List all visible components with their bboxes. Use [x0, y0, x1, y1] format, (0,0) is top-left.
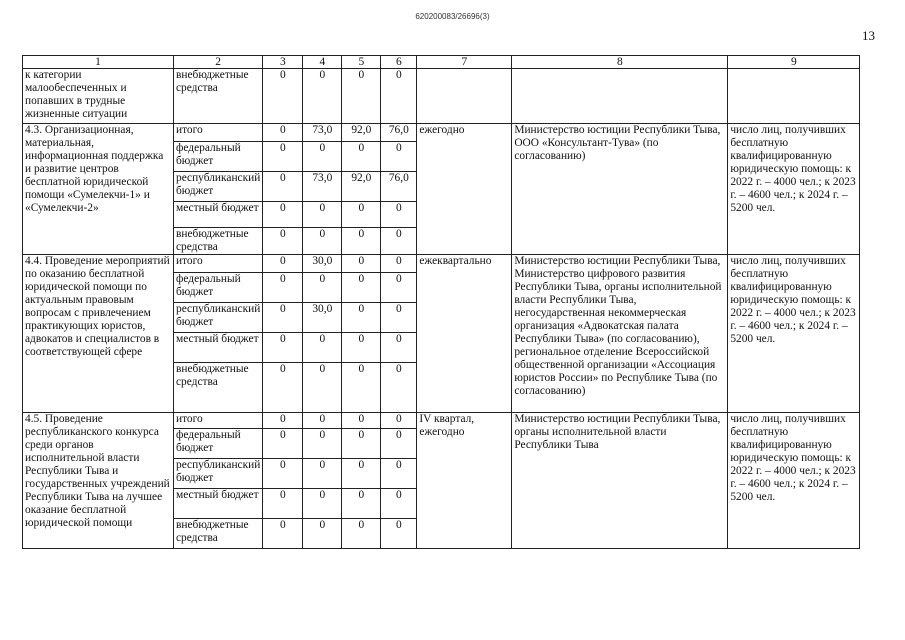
executor-cell: [512, 69, 728, 124]
funding-source-cell: итого: [174, 255, 263, 273]
amount-cell: 0: [263, 124, 303, 142]
activity-name-cell: 4.3. Организационная, материальная, информационная поддержка и развитие центров бесплатной юридической помощи «Сумелекчи-1» и «Сумелекчи-2»: [23, 124, 174, 255]
amount-cell: 73,0: [303, 172, 342, 202]
amount-cell: 0: [263, 142, 303, 172]
funding-source-cell: местный бюджет: [174, 202, 263, 228]
table-body: [23, 69, 860, 549]
amount-cell: 0: [263, 172, 303, 202]
amount-cell: 0: [263, 273, 303, 303]
table-row: [23, 124, 860, 142]
indicator-cell: число лиц, получивших бесплатную квалифицированную юридическую помощь: к 2022 г. – 4000 чел.; к 2023 г. – 4600 чел.; к 2024 г. – 5200 чел.: [728, 124, 860, 255]
amount-cell: 0: [342, 228, 381, 255]
period-cell: ежеквартально: [417, 255, 512, 413]
funding-source-cell: республиканский бюджет: [174, 172, 263, 202]
funding-source-cell: внебюджетные средства: [174, 228, 263, 255]
amount-cell: 76,0: [381, 124, 417, 142]
amount-cell: 0: [263, 519, 303, 549]
funding-source-cell: федеральный бюджет: [174, 142, 263, 172]
amount-cell: 0: [303, 429, 342, 459]
funding-source-cell: федеральный бюджет: [174, 273, 263, 303]
amount-cell: 0: [263, 489, 303, 519]
amount-cell: 30,0: [303, 303, 342, 333]
amount-cell: 30,0: [303, 255, 342, 273]
amount-cell: 0: [303, 459, 342, 489]
amount-cell: 0: [303, 202, 342, 228]
amount-cell: 0: [303, 363, 342, 413]
funding-source-cell: республиканский бюджет: [174, 303, 263, 333]
amount-cell: 0: [381, 333, 417, 363]
amount-cell: 0: [303, 69, 342, 124]
period-cell: ежегодно: [417, 124, 512, 255]
indicator-cell: [728, 69, 860, 124]
funding-source-cell: внебюджетные средства: [174, 69, 263, 124]
column-header: 9: [728, 56, 860, 69]
amount-cell: 0: [263, 202, 303, 228]
amount-cell: 0: [342, 363, 381, 413]
funding-source-cell: республиканский бюджет: [174, 459, 263, 489]
amount-cell: 92,0: [342, 172, 381, 202]
column-header: 4: [303, 56, 342, 69]
amount-cell: 0: [342, 489, 381, 519]
amount-cell: 0: [381, 228, 417, 255]
amount-cell: 0: [342, 429, 381, 459]
funding-source-cell: итого: [174, 413, 263, 429]
funding-source-cell: итого: [174, 124, 263, 142]
program-table: [22, 55, 860, 549]
activity-name-cell: к категории малообеспеченных и попавших в трудные жизненные ситуации: [23, 69, 174, 124]
period-cell: IV квартал, ежегодно: [417, 413, 512, 549]
funding-source-cell: внебюджетные средства: [174, 363, 263, 413]
amount-cell: 0: [303, 519, 342, 549]
table-row: [23, 413, 860, 429]
column-header: 7: [417, 56, 512, 69]
amount-cell: 0: [381, 255, 417, 273]
funding-source-cell: внебюджетные средства: [174, 519, 263, 549]
amount-cell: 0: [342, 459, 381, 489]
amount-cell: 73,0: [303, 124, 342, 142]
document-id: 620200083/26696(3): [415, 12, 490, 21]
amount-cell: 0: [303, 142, 342, 172]
funding-source-cell: местный бюджет: [174, 333, 263, 363]
amount-cell: 0: [342, 333, 381, 363]
amount-cell: 76,0: [381, 172, 417, 202]
column-numbers-row: [23, 56, 860, 69]
amount-cell: 0: [263, 429, 303, 459]
funding-source-cell: федеральный бюджет: [174, 429, 263, 459]
amount-cell: 0: [303, 273, 342, 303]
amount-cell: 0: [342, 413, 381, 429]
page-number: 13: [862, 28, 875, 43]
amount-cell: 0: [381, 459, 417, 489]
amount-cell: 0: [342, 202, 381, 228]
amount-cell: 0: [381, 363, 417, 413]
table-header: [23, 56, 860, 69]
amount-cell: 0: [263, 413, 303, 429]
funding-source-cell: местный бюджет: [174, 489, 263, 519]
amount-cell: 0: [263, 255, 303, 273]
column-header: 8: [512, 56, 728, 69]
amount-cell: 0: [381, 202, 417, 228]
executor-cell: Министерство юстиции Республики Тыва, ООО «Консультант-Тува» (по согласованию): [512, 124, 728, 255]
column-header: 3: [263, 56, 303, 69]
amount-cell: 0: [381, 273, 417, 303]
activity-name-cell: 4.5. Проведение республиканского конкурса среди органов исполнительной власти Республики Тыва и государственных учреждений Республики Тыва на лучшее оказание бесплатной юридической помощи: [23, 413, 174, 549]
amount-cell: 0: [303, 333, 342, 363]
column-header: 2: [174, 56, 263, 69]
amount-cell: 0: [381, 489, 417, 519]
amount-cell: 0: [342, 303, 381, 333]
amount-cell: 0: [381, 142, 417, 172]
activity-name-cell: 4.4. Проведение мероприятий по оказанию бесплатной юридической помощи по актуальным правовым вопросам с привлечением практикующих юристов, адвокатов и специалистов в соответствующей сфере: [23, 255, 174, 413]
amount-cell: 0: [381, 413, 417, 429]
amount-cell: 0: [303, 228, 342, 255]
amount-cell: 0: [381, 519, 417, 549]
column-header: 5: [342, 56, 381, 69]
indicator-cell: число лиц, получивших бесплатную квалифицированную юридическую помощь: к 2022 г. – 4000 чел.; к 2023 г. – 4600 чел.; к 2024 г. – 5200 чел.: [728, 413, 860, 549]
period-cell: [417, 69, 512, 124]
amount-cell: 0: [263, 303, 303, 333]
amount-cell: 0: [342, 273, 381, 303]
table-row: [23, 255, 860, 273]
amount-cell: 0: [303, 489, 342, 519]
executor-cell: Министерство юстиции Республики Тыва, органы исполнительной власти Республики Тыва: [512, 413, 728, 549]
amount-cell: 92,0: [342, 124, 381, 142]
amount-cell: 0: [342, 519, 381, 549]
amount-cell: 0: [381, 429, 417, 459]
column-header: 6: [381, 56, 417, 69]
executor-cell: Министерство юстиции Республики Тыва, Министерство цифрового развития Республики Тыва, органы исполнительной власти Республики Тыва, негосударственная некоммерческая организация «Адвокатская палата Республики Тыва» (по согласованию), региональное отделение Всероссийской общественной организации «Ассоциация юристов России» по Республике Тыва (по согласованию): [512, 255, 728, 413]
amount-cell: 0: [263, 363, 303, 413]
column-header: 1: [23, 56, 174, 69]
amount-cell: 0: [381, 303, 417, 333]
amount-cell: 0: [303, 413, 342, 429]
amount-cell: 0: [263, 333, 303, 363]
amount-cell: 0: [263, 459, 303, 489]
indicator-cell: число лиц, получивших бесплатную квалифицированную юридическую помощь: к 2022 г. – 4000 чел.; к 2023 г. – 4600 чел.; к 2024 г. – 5200 чел.: [728, 255, 860, 413]
amount-cell: 0: [381, 69, 417, 124]
amount-cell: 0: [342, 255, 381, 273]
amount-cell: 0: [342, 142, 381, 172]
table-row: [23, 69, 860, 124]
amount-cell: 0: [263, 69, 303, 124]
amount-cell: 0: [342, 69, 381, 124]
amount-cell: 0: [263, 228, 303, 255]
